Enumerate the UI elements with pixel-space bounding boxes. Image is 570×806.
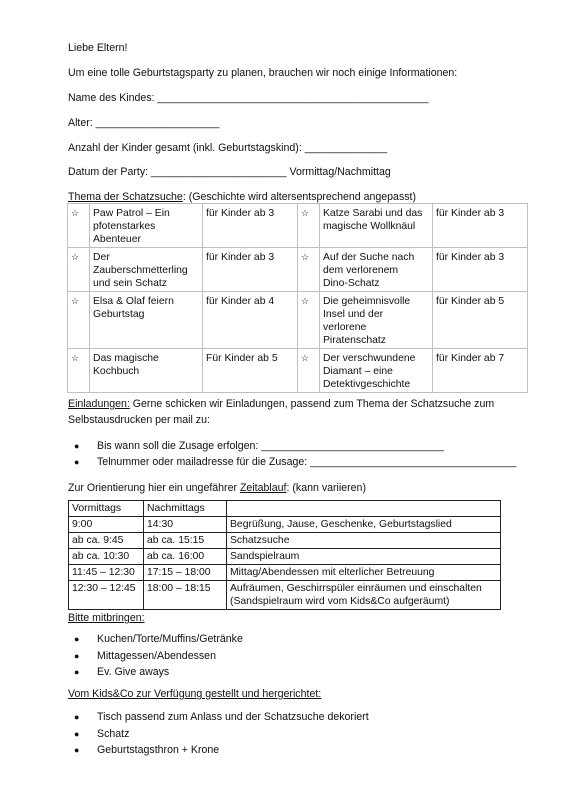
theme-title-line: Insel und der: [323, 309, 384, 320]
child-name-field: Name des Kindes: ______________________________________________: [68, 92, 429, 104]
bring-item: Mittagessen/Abendessen: [97, 650, 216, 662]
schedule-row: [69, 517, 501, 533]
provided-item: Geburtstagsthron + Krone: [97, 744, 220, 756]
theme-title-line: Das magische Kochbuch: [93, 353, 159, 377]
theme-title-cell: [90, 349, 203, 393]
star-icon: ☆: [71, 208, 80, 218]
theme-title-line: Piratenschatz: [323, 335, 386, 346]
star-icon: ☆: [301, 252, 310, 262]
invitations-line1: [68, 398, 494, 411]
theme-title-cell: [90, 248, 203, 292]
theme-title-line: und sein Schatz: [93, 278, 167, 289]
theme-table: [67, 203, 528, 393]
provided-item: Tisch passend zum Anlass und der Schatzsuche dekoriert: [97, 711, 369, 723]
schedule-header-row: [69, 501, 501, 517]
star-icon: ☆: [301, 353, 310, 363]
bullet-icon: ●: [74, 745, 80, 755]
schedule-cell: ab ca. 15:15: [144, 533, 227, 549]
schedule-cell: Begrüßung, Jause, Geschenke, Geburtstagslied: [227, 517, 501, 533]
star-icon: ☆: [301, 208, 310, 218]
theme-title-line: Katze Sarabi und das: [323, 208, 423, 219]
theme-title-line: Diamant – eine: [323, 366, 393, 377]
theme-title-line: Der Zauberschmetterling: [93, 252, 188, 276]
bullet-icon: ●: [74, 729, 80, 739]
invitation-item: Telnummer oder mailadresse für die Zusage: ___________________________________: [97, 456, 517, 468]
star-icon: ☆: [71, 353, 80, 363]
schedule-row: [69, 565, 501, 581]
bullet-icon: ●: [74, 441, 80, 451]
theme-title-line: Detektivgeschichte: [323, 379, 411, 390]
bullet-icon: ●: [74, 712, 80, 722]
theme-title-line: Der verschwundene: [323, 353, 416, 364]
theme-title-cell: [320, 248, 433, 292]
star-cell: [298, 204, 320, 248]
schedule-cell: 18:00 – 18:15: [144, 581, 227, 610]
schedule-activity-note: (Sandspielraum wird vom Kids&Co aufgeräumt): [230, 596, 450, 607]
kids-count-field: Anzahl der Kinder gesamt (inkl. Geburtstagskind): ______________: [68, 142, 388, 154]
invitations-heading: Einladungen:: [68, 398, 130, 410]
theme-heading-rest: : (Geschichte wird altersentsprechend angepasst): [182, 191, 417, 203]
star-cell: [68, 349, 90, 393]
schedule-cell: Sandspielraum: [227, 549, 501, 565]
theme-title-line: Elsa & Olaf feiern: [93, 296, 174, 307]
theme-title-line: pfotenstarkes Abenteuer: [93, 221, 156, 245]
theme-title-line: Auf der Suche nach: [323, 252, 415, 263]
schedule-heading: [68, 482, 366, 495]
star-cell: [298, 292, 320, 349]
theme-row: [68, 204, 528, 248]
theme-row: [68, 349, 528, 393]
star-icon: ☆: [71, 296, 80, 306]
invitation-item: Bis wann soll die Zusage erfolgen: _______________________________: [97, 440, 444, 452]
schedule-cell: 17:15 – 18:00: [144, 565, 227, 581]
schedule-header-cell: [227, 501, 501, 517]
schedule-row: [69, 549, 501, 565]
schedule-header-cell: Vormittags: [69, 501, 144, 517]
schedule-table: [68, 500, 501, 610]
schedule-row: [69, 533, 501, 549]
theme-age: für Kinder ab 3: [433, 204, 528, 248]
theme-title-line: magische Wollknäul: [323, 221, 416, 232]
theme-age: für Kinder ab 3: [203, 204, 298, 248]
schedule-activity: Aufräumen, Geschirrspüler einräumen und einschalten: [230, 583, 482, 594]
bring-heading: Bitte mitbringen:: [68, 612, 145, 624]
schedule-cell: ab ca. 9:45: [69, 533, 144, 549]
schedule-heading-underlined: Zeitablauf: [239, 482, 287, 494]
schedule-cell: 14:30: [144, 517, 227, 533]
intro-text: Um eine tolle Geburtstagsparty zu planen, brauchen wir noch einige Informationen:: [68, 67, 458, 79]
age-field: Alter: _____________________: [68, 117, 220, 129]
star-cell: [298, 349, 320, 393]
invitations-text: Gerne schicken wir Einladungen, passend zum Thema der Schatzsuche zum: [129, 398, 495, 410]
theme-heading-underlined: Thema der Schatzsuche: [68, 191, 183, 203]
bring-item: Kuchen/Torte/Muffins/Getränke: [97, 633, 243, 645]
provided-heading: Vom Kids&Co zur Verfügung gestellt und hergerichtet:: [68, 688, 322, 700]
star-cell: [68, 204, 90, 248]
schedule-cell: ab ca. 16:00: [144, 549, 227, 565]
theme-title-line: Die geheimnisvolle: [323, 296, 411, 307]
invitations-line2: Selbstausdrucken per mail zu:: [68, 414, 210, 426]
schedule-cell: ab ca. 10:30: [69, 549, 144, 565]
star-cell: [68, 292, 90, 349]
schedule-heading-post: : (kann variieren): [286, 482, 366, 494]
bullet-icon: ●: [74, 651, 80, 661]
theme-title-line: Dino-Schatz: [323, 278, 380, 289]
theme-title-line: Geburtstag: [93, 309, 145, 320]
theme-row: [68, 292, 528, 349]
theme-age: für Kinder ab 3: [433, 248, 528, 292]
star-cell: [298, 248, 320, 292]
star-icon: ☆: [71, 252, 80, 262]
schedule-row: [69, 581, 501, 610]
theme-title-cell: [320, 292, 433, 349]
star-icon: ☆: [301, 296, 310, 306]
bring-item: Ev. Give aways: [97, 666, 170, 678]
bullet-icon: ●: [74, 457, 80, 467]
star-cell: [68, 248, 90, 292]
theme-age: für Kinder ab 7: [433, 349, 528, 393]
theme-row: [68, 248, 528, 292]
theme-age: für Kinder ab 4: [203, 292, 298, 349]
theme-age: für Kinder ab 3: [203, 248, 298, 292]
theme-title-cell: [320, 204, 433, 248]
bullet-icon: ●: [74, 634, 80, 644]
schedule-header-cell: Nachmittags: [144, 501, 227, 517]
theme-age: für Kinder ab 5: [433, 292, 528, 349]
schedule-heading-pre: Zur Orientierung hier ein ungefährer: [68, 482, 240, 494]
schedule-cell: 9:00: [69, 517, 144, 533]
schedule-cell: 12:30 – 12:45: [69, 581, 144, 610]
schedule-cell: 11:45 – 12:30: [69, 565, 144, 581]
party-date-field: Datum der Party: _______________________ Vormittag/Nachmittag: [68, 166, 391, 178]
schedule-cell: Schatzsuche: [227, 533, 501, 549]
theme-age: Für Kinder ab 5: [203, 349, 298, 393]
schedule-cell: Mittag/Abendessen mit elterlicher Betreuung: [227, 565, 501, 581]
schedule-cell: [227, 581, 501, 610]
greeting: Liebe Eltern!: [68, 42, 128, 54]
theme-title-line: Paw Patrol – Ein: [93, 208, 170, 219]
theme-title-line: dem verlorenem: [323, 265, 399, 276]
provided-item: Schatz: [97, 728, 130, 740]
theme-title-cell: [90, 292, 203, 349]
theme-title-line: verlorene: [323, 322, 367, 333]
bullet-icon: ●: [74, 667, 80, 677]
theme-title-cell: [90, 204, 203, 248]
theme-title-cell: [320, 349, 433, 393]
